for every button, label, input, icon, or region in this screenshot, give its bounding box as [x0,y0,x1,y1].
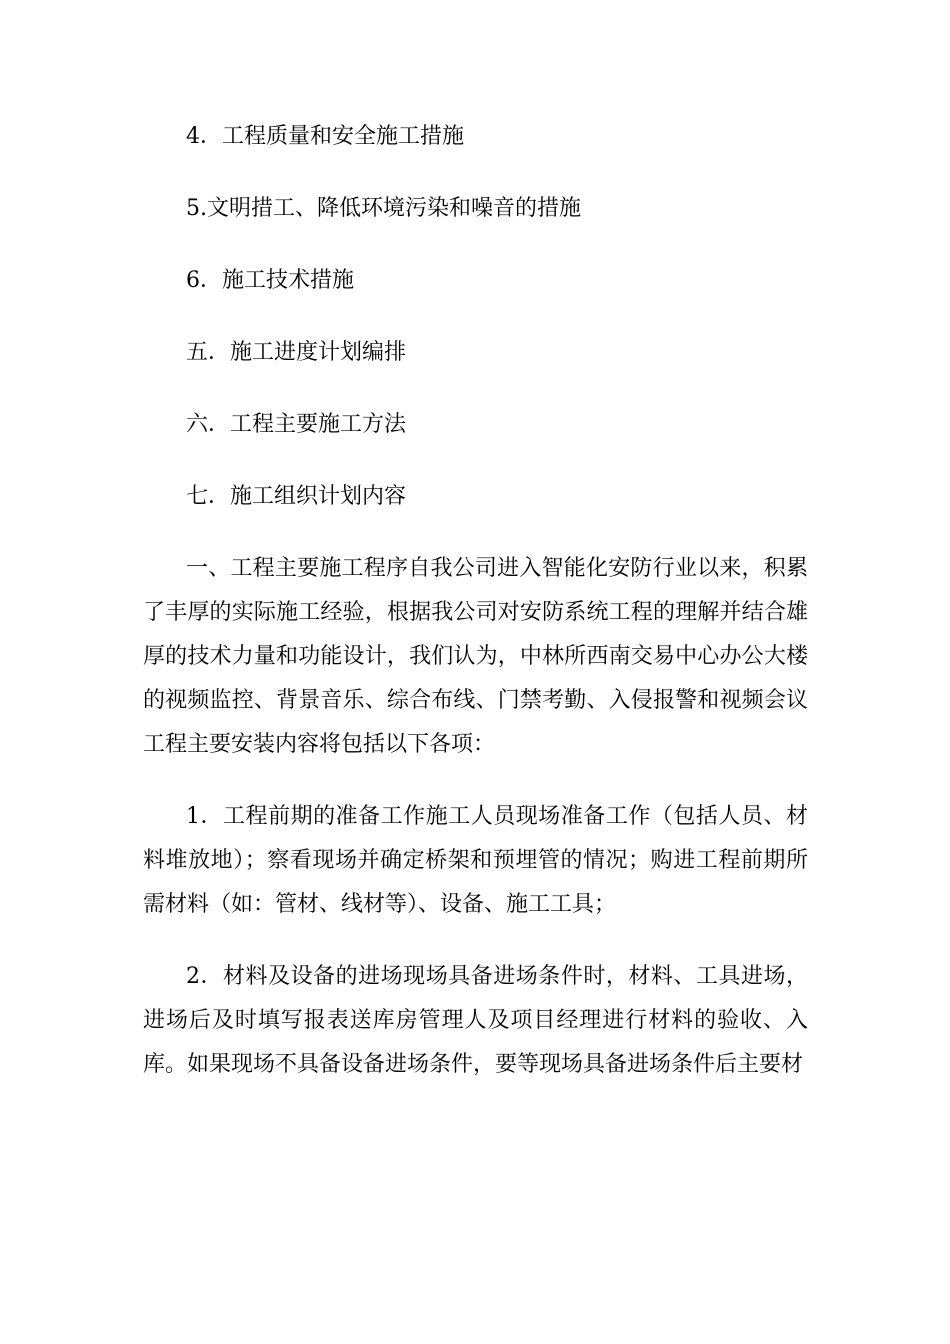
paragraph-materials-entry: 2．材料及设备的进场现场具备进场条件时，材料、工具进场，进场后及时填写报表送库房管理人及项目经理进行材料的验收、入库。如果现场不具备设备进场条件，要等现场具备进场条件后主要材 [143,964,808,1077]
document-body [143,115,808,1115]
section-heading-civilized-construction: 5.文明措工、降低环境污染和噪音的措施 [186,196,581,221]
section-heading-organization-plan: 七．施工组织计划内容 [186,484,407,509]
paragraph-construction-procedure: 一、工程主要施工程序自我公司进入智能化安防行业以来，积累了丰厚的实际施工经验，根据我公司对安防系统工程的理解并结合雄厚的技术力量和功能设计，我们认为，中林所西南交易中心办公大楼的视频监控、背景音乐、综合布线、门禁考勤、入侵报警和视频会议工程主要安装内容将包括以下各项： [143,556,808,757]
section-heading-schedule: 五．施工进度计划编排 [186,340,407,365]
section-heading-technical-measures: 6．施工技术措施 [186,268,354,293]
section-heading-quality-safety: 4．工程质量和安全施工措施 [186,124,464,149]
section-heading-construction-methods: 六．工程主要施工方法 [186,412,407,437]
paragraph-preparation-work: 1．工程前期的准备工作施工人员现场准备工作（包括人员、材料堆放地）；察看现场并确定桥架和预埋管的情况；购进工程前期所需材料（如：管材、线材等）、设备、施工工具； [143,804,808,917]
